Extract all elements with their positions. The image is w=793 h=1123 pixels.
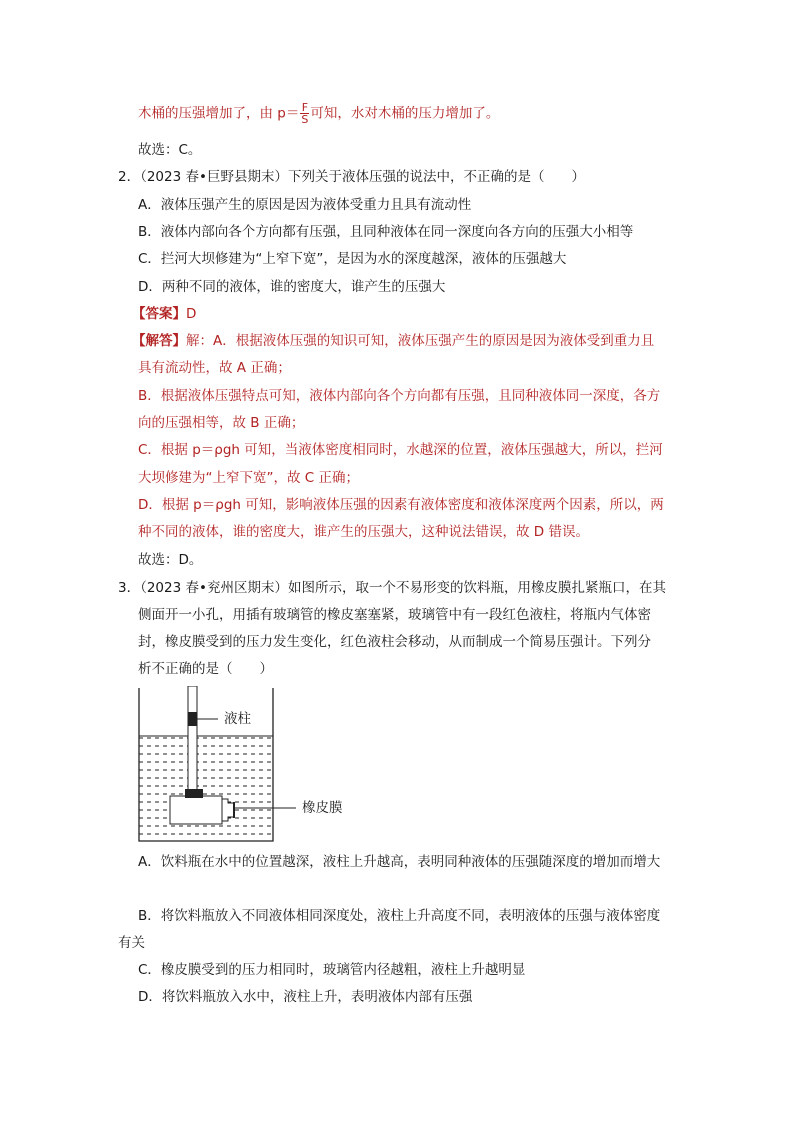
q2-analysis-line-6: 大坝修建为“上窄下宽”，故 C 正确；	[138, 470, 359, 486]
q3-option-b-cont: 有关	[118, 935, 145, 951]
q2-stem: 2．（2023 春•巨野县期末）下列关于液体压强的说法中，不正确的是（ ）	[118, 169, 585, 185]
fraction-denominator: S	[301, 113, 309, 126]
pressure-gauge-figure	[138, 686, 478, 846]
pressure-fraction	[300, 102, 309, 125]
prev-solution-text: 木桶的压强增加了，由 p＝	[138, 105, 300, 122]
q3-option-a: A．饮料瓶在水中的位置越深，液柱上升越高，表明同种液体的压强随深度的增加而增大	[138, 854, 661, 870]
water-region	[139, 736, 273, 841]
bottle	[170, 796, 222, 824]
prev-choice: 故选：C。	[138, 142, 202, 158]
q2-option-a: A．液体压强产生的原因是因为液体受重力且具有流动性	[138, 197, 472, 213]
q3-option-d: D．将饮料瓶放入水中，液柱上升，表明液体内部有压强	[138, 989, 473, 1005]
q2-analysis-line-5: C．根据 p＝ρgh 可知，当液体密度相同时，水越深的位置，液体压强越大，所以，拦河	[138, 442, 663, 458]
q2-choice: 故选：D。	[138, 552, 203, 568]
rubber-membrane-label: 橡皮膜	[302, 800, 343, 816]
q2-option-c: C．拦河大坝修建为“上窄下宽”，是因为水的深度越深，液体的压强越大	[138, 251, 567, 267]
answer-value: D	[186, 306, 197, 322]
q3-stem-line-1: 3．（2023 春•兖州区期末）如图所示，取一个不易形变的饮料瓶，用橡皮膜扎紧瓶口，在其	[118, 580, 666, 596]
prev-solution-line	[138, 102, 499, 125]
q2-analysis-line-8: 种不同的液体，谁的密度大，谁产生的压强大，这种说法错误，故 D 错误。	[138, 524, 589, 540]
liquid-column	[188, 712, 197, 726]
q2-analysis-line-4: 向的压强相等，故 B 正确；	[138, 415, 305, 431]
liquid-column-label: 液柱	[224, 711, 251, 727]
rubber-stopper	[185, 789, 203, 798]
q2-option-d: D．两种不同的液体，谁的密度大，谁产生的压强大	[138, 279, 446, 295]
q3-stem-line-2: 侧面开一小孔，用插有玻璃管的橡皮塞塞紧，玻璃管中有一段红色液柱，将瓶内气体密	[138, 607, 651, 623]
q2-analysis-line-3: B．根据液体压强特点可知，液体内部向各个方向都有压强，且同种液体同一深度，各方	[138, 388, 661, 404]
q2-analysis-line-7: D．根据 p＝ρgh 可知，影响液体压强的因素有液体密度和液体深度两个因素，所以，两	[138, 497, 664, 513]
answer-label: 【答案】	[132, 306, 186, 322]
q2-option-b: B．液体内部向各个方向都有压强，且同种液体在同一深度向各方向的压强大小相等	[138, 224, 634, 240]
pressure-gauge-diagram	[138, 686, 478, 846]
fraction-numerator: F	[301, 101, 309, 114]
q2-analysis-line-2: 具有流动性，故 A 正确；	[138, 360, 291, 376]
glass-tube	[188, 686, 197, 794]
q2-analysis-line-1	[132, 331, 654, 351]
q3-stem-line-4: 析不正确的是（ ）	[138, 661, 273, 677]
analysis-label: 【解答】	[132, 333, 186, 349]
prev-solution-text-tail: 可知，水对木桶的压力增加了。	[310, 105, 500, 122]
q3-option-c: C．橡皮膜受到的压力相同时，玻璃管内径越粗，液柱上升越明显	[138, 962, 526, 978]
analysis-text: 解：A．根据液体压强的知识可知，液体压强产生的原因是因为液体受到重力且	[186, 333, 655, 349]
q3-option-b: B．将饮料瓶放入不同液体相同深度处，液柱上升高度不同，表明液体的压强与液体密度	[138, 908, 661, 924]
q2-answer	[132, 304, 196, 324]
q3-stem-line-3: 封，橡皮膜受到的压力发生变化，红色液柱会移动，从而制成一个简易压强计。下列分	[138, 634, 651, 650]
